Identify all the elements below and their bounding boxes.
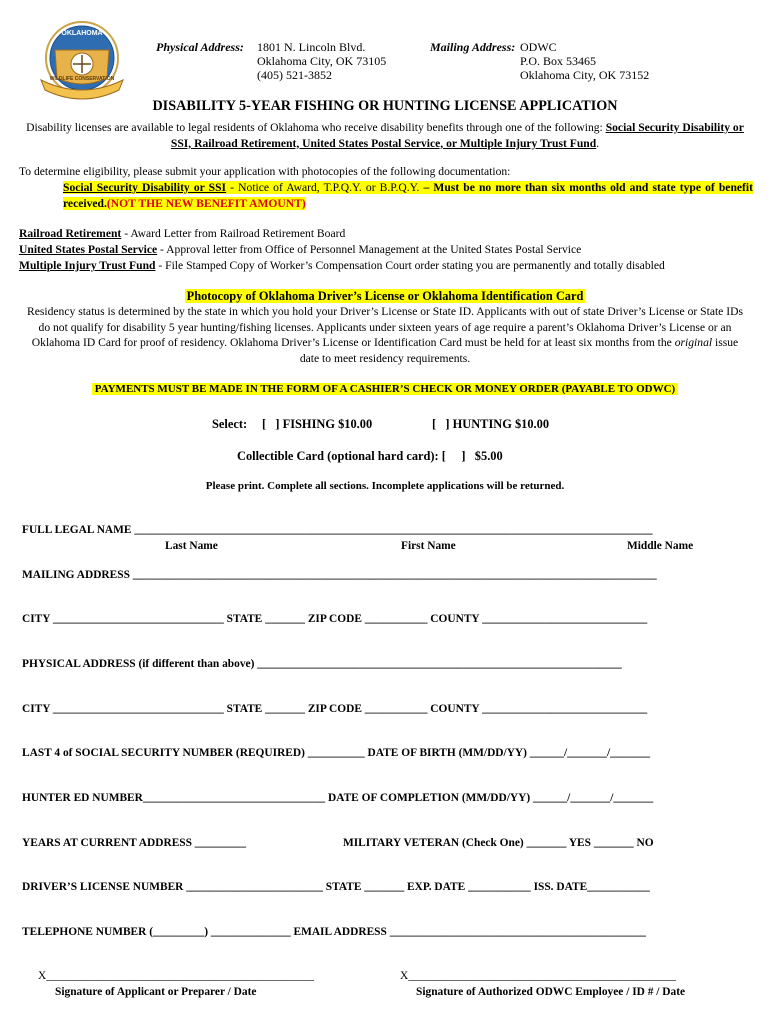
payment-notice: PAYMENTS MUST BE MADE IN THE FORM OF A CASHIER’S CHECK OR MONEY ORDER (PAYABLE TO ODWC) — [92, 383, 678, 395]
years-at-address-field[interactable]: YEARS AT CURRENT ADDRESS _________ — [22, 837, 247, 849]
railroad-requirement — [19, 226, 751, 242]
middle-name-caption: Middle Name — [627, 540, 694, 552]
payment-notice-row — [0, 381, 770, 397]
ssi-dash: - — [226, 181, 239, 194]
mitf-label: Multiple Injury Trust Fund — [19, 259, 156, 272]
photocopy-heading-row — [0, 288, 770, 304]
railroad-label: Railroad Retirement — [19, 227, 122, 240]
physical-address-block — [156, 40, 406, 84]
fishing-checkbox[interactable]: [ ] FISHING $10.00 — [262, 417, 373, 431]
physical-address-label: Physical Address: — [156, 40, 244, 54]
physical-address-field[interactable]: PHYSICAL ADDRESS (if different than above) ________________________________________________________________ — [22, 658, 622, 670]
residency-text-end: issue date to meet residency requirements. — [299, 336, 739, 365]
first-name-caption: First Name — [401, 540, 456, 552]
usps-requirement — [19, 242, 751, 258]
city-state-zip-county-field[interactable]: CITY ______________________________ STATE _______ ZIP CODE ___________ COUNTY _____________________________ — [22, 613, 648, 625]
odwc-signature-line[interactable]: X_______________________________________________ — [400, 970, 676, 982]
intro-benefits: Social Security Disability or SSI, Railroad Retirement, United States Postal Service, or Multiple Injury Trust Fund — [170, 121, 744, 150]
mailing-address-block — [430, 40, 670, 84]
seal-top-text: OKLAHOMA — [61, 30, 103, 37]
mitf-requirement — [19, 258, 751, 274]
collectible-card-checkbox[interactable]: Collectible Card (optional hard card): [ ] $5.00 — [237, 449, 503, 463]
ssi-note: (NOT THE NEW BENEFIT AMOUNT) — [106, 196, 306, 210]
drivers-license-field[interactable]: DRIVER’S LICENSE NUMBER ________________________ STATE _______ EXP. DATE ___________ ISS. DATE___________ — [22, 881, 650, 893]
odwc-signature-label: Signature of Authorized ODWC Employee / ID # / Date — [416, 986, 686, 998]
hunting-checkbox[interactable]: [ ] HUNTING $10.00 — [432, 417, 550, 431]
telephone-email-field[interactable]: TELEPHONE NUMBER (_________) ______________ EMAIL ADDRESS _____________________________________________ — [22, 926, 646, 938]
select-label: Select: — [212, 417, 248, 431]
residency-text: Residency status is determined by the state in which you hold your Driver’s License or State ID. Applicants with out of state Driver’s License or State IDs do not qualify for disability 5 year hunting/fishing licenses. Applicants under sixteen years of age require a parent’s Oklahoma Driver’s License or an Oklahoma ID Card for proof of residency. Oklahoma Driver’s License or Identification Card must be held for at least six months from the — [27, 305, 743, 349]
ssi-warning: – Must be no more than six months old and state type of benefit received. — [63, 181, 753, 210]
usps-text: - Approval letter from Office of Personnel Management at the United States Postal Service — [157, 243, 582, 256]
seal-ribbon-text: WILDLIFE CONSERVATION — [49, 76, 115, 82]
physical-address-line: (405) 521-3852 — [257, 68, 332, 82]
mitf-text: - File Stamped Copy of Worker’s Compensation Court order stating you are permanently and totally disabled — [155, 259, 665, 272]
ssi-documents: Notice of Award, T.P.Q.Y. or B.P.Q.Y. — [238, 181, 420, 194]
hunter-ed-field[interactable]: HUNTER ED NUMBER________________________________ DATE OF COMPLETION (MM/DD/YY) ______/_______/_______ — [22, 792, 654, 804]
applicant-signature-line[interactable]: X_______________________________________________ — [38, 970, 314, 982]
mailing-address-line: ODWC — [520, 40, 557, 54]
physical-address-line: Oklahoma City, OK 73105 — [257, 54, 387, 68]
mailing-address-field[interactable]: MAILING ADDRESS ____________________________________________________________________________________________ — [22, 569, 657, 581]
intro-paragraph — [22, 120, 748, 151]
last-name-caption: Last Name — [165, 540, 218, 552]
photocopy-heading: Photocopy of Oklahoma Driver’s License or Oklahoma Identification Card — [186, 289, 584, 303]
intro-lead: Disability licenses are available to legal residents of Oklahoma who receive disability benefits through one of the following: — [26, 121, 606, 134]
ssi-label: Social Security Disability or SSI — [63, 181, 227, 194]
military-veteran-field[interactable]: MILITARY VETERAN (Check One) _______ YES _______ NO — [343, 837, 654, 849]
intro-end: . — [596, 136, 600, 150]
mailing-address-line: Oklahoma City, OK 73152 — [520, 68, 650, 82]
page-title: DISABILITY 5-YEAR FISHING OR HUNTING LICENSE APPLICATION — [152, 98, 618, 114]
ssn-dob-field[interactable]: LAST 4 of SOCIAL SECURITY NUMBER (REQUIRED) __________ DATE OF BIRTH (MM/DD/YY) ______/_______/_______ — [22, 747, 651, 759]
ssi-requirement — [63, 180, 753, 211]
physical-city-state-zip-county-field[interactable]: CITY ______________________________ STATE _______ ZIP CODE ___________ COUNTY _____________________________ — [22, 703, 648, 715]
full-legal-name-field[interactable]: FULL LEGAL NAME ___________________________________________________________________________________________ — [22, 524, 653, 536]
eligibility-lead: To determine eligibility, please submit your application with photocopies of the following documentation: — [19, 165, 511, 178]
mailing-address-line: P.O. Box 53465 — [520, 54, 597, 68]
applicant-signature-label: Signature of Applicant or Preparer / Date — [55, 986, 257, 998]
railroad-text: - Award Letter from Railroad Retirement Board — [121, 227, 346, 240]
physical-address-line: 1801 N. Lincoln Blvd. — [257, 40, 366, 54]
usps-label: United States Postal Service — [19, 243, 158, 256]
residency-original: original — [674, 336, 713, 349]
residency-paragraph — [22, 304, 748, 366]
print-instructions: Please print. Complete all sections. Incomplete applications will be returned. — [205, 480, 565, 492]
mailing-address-label: Mailing Address: — [430, 40, 516, 54]
